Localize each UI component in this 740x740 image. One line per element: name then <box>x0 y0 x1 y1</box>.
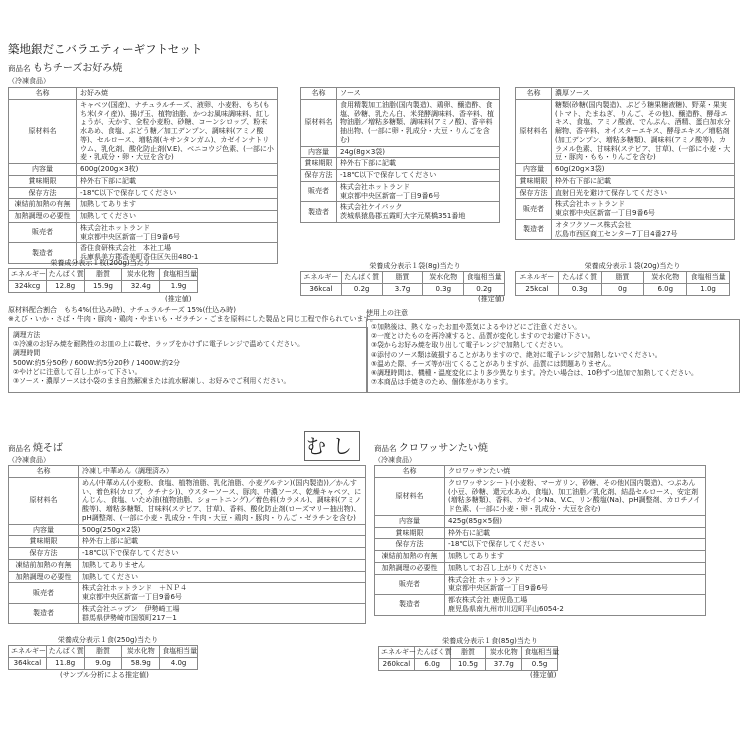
spec-key: 内容量 <box>301 146 337 158</box>
spec-value: 株式会社ホットランド 東京都中央区新富一丁目9番6号 <box>337 181 500 202</box>
spec-value: オタフクソース株式会社 広島市西区商工センター7丁目4番27号 <box>552 219 735 240</box>
nutrition-header: 脂質 <box>450 647 486 659</box>
spec-key: 製造者 <box>375 595 445 616</box>
nutrition-value: 10.5g <box>450 658 486 670</box>
cooking-line: ②やけどに注意して召し上がって下さい。 <box>13 367 142 376</box>
spec-value: 枠外右上部に記載 <box>79 536 366 548</box>
yakisoba-name: 焼そば <box>32 443 63 454</box>
nutrition-value: 4.0g <box>160 657 198 669</box>
spec-row <box>9 477 366 524</box>
nutrition-value: 11.8g <box>46 657 84 669</box>
spec-key: 保存方法 <box>301 170 337 182</box>
croissant-nut-caption: 栄養成分表示１食(85g)当たり <box>442 637 538 645</box>
nutrition-header: たんぱく質 <box>558 272 601 284</box>
spec-row <box>301 146 500 158</box>
spec-value: 食用精製加工油脂(国内製造)、鶏卵、醸造酢、食塩、砂糖、乳たん白、米発酵調味料、香辛料、植物油脂／増粘多糖類、調味料(アミノ酸)、香辛料抽出物、(一部に卵・乳成分・大豆・りんごを含む) <box>337 99 500 146</box>
nutrition-value: 0.3g <box>423 283 464 295</box>
nutrition-value-row <box>9 657 198 669</box>
spec-value: -18℃以下で保存してください <box>77 187 278 199</box>
spec-row <box>375 551 706 563</box>
spec-value: 冷凍し中華めん（調理済み） <box>79 466 366 478</box>
croissant-name: クロワッサンたい焼 <box>398 443 488 454</box>
nutrition-value: 58.9g <box>122 657 160 669</box>
spec-value: 株式会社ホットランド 東京都中央区新富一丁目9番6号 <box>77 222 278 243</box>
note-line: ③袋からお好み焼を取り出して電子レンジで加熱してください。 <box>371 341 568 350</box>
spec-value: 株式会社ホットランド 東京都中央区新富一丁目9番6号 <box>552 199 735 220</box>
note-line: ⑦本商品は手焼きのため、個体差があります。 <box>371 378 513 387</box>
spec-row <box>516 199 735 220</box>
spec-row <box>9 99 278 163</box>
nutrition-value: 36kcal <box>301 283 342 295</box>
spec-key: 名称 <box>9 466 79 478</box>
spec-value: ソース <box>337 88 500 100</box>
spec-key: 賞味期限 <box>9 536 79 548</box>
spec-value: 株式会社ケイパック 茨城県猿島郡五霞町大字元栗橋351番地 <box>337 202 500 223</box>
spec-row <box>375 562 706 574</box>
nutrition-value: 1.9g <box>160 280 198 292</box>
yakisoba-name-row <box>8 443 63 456</box>
cooking-line: 500W:約5分50秒 / 600W:約5分20秒 / 1400W:約2分 <box>13 358 180 367</box>
nutrition-value: 0g <box>601 283 644 295</box>
croissant-name-row <box>374 443 488 456</box>
nutrition-header: 食塩相当量 <box>160 269 198 281</box>
nutrition-header: 炭水化物 <box>486 647 522 659</box>
nutrition-header: 脂質 <box>84 269 122 281</box>
spec-value: 60g(20g×3袋) <box>552 164 735 176</box>
nutrition-header-row <box>9 646 198 658</box>
spec-key: 内容量 <box>375 515 445 527</box>
spec-key: 加熱調理の必要性 <box>9 211 77 223</box>
spec-row <box>516 88 735 100</box>
spec-value: 加熱してあります <box>445 551 706 563</box>
thick-spec-table <box>515 87 735 240</box>
spec-value: 24g(8g×3袋) <box>337 146 500 158</box>
spec-value: クロワッサンシート(小麦粉、マーガリン、砂糖、その他)(国内製造)、つぶあん(小豆、砂糖、還元水あめ、食塩)、加工油脂／乳化剤、結晶セルロース、安定剤(増粘多糖類)、香料、カゼインNa、V.C、リン酸塩(Na)、pH調整剤、カロチノイド色素、(一部に小麦・卵・乳成分・大豆を含む) <box>445 477 706 515</box>
spec-key: 原材料名 <box>375 477 445 515</box>
spec-value: -18℃以下で保存してください <box>79 548 366 560</box>
cooking-line: ①冷凍のお好み焼を耐熱性のお皿の上に載せ、ラップをかけずに電子レンジで温めてください。 <box>13 340 304 349</box>
spec-row <box>375 477 706 515</box>
mushi-label: むし <box>304 431 360 461</box>
nutrition-header: 炭水化物 <box>423 272 464 284</box>
spec-value: 濃厚ソース <box>552 88 735 100</box>
spec-value: 600g(200g×3枚) <box>77 164 278 176</box>
spec-key: 内容量 <box>9 164 77 176</box>
spec-value: 糖類(砂糖(国内製造)、ぶどう糖果糖液糖)、野菜・果実(トマト、たまねぎ、りんご、その他)、醸造酢、酵母エキス、食塩、アミノ酸液、でんぷん、酒精、蛋白加水分解物、香辛料、オイスターエキス、酵母エキス／増粘剤(加工デンプン、増粘多糖類)、調味料(アミノ酸等)、カラメル色素、甘味料(ステビア、甘草)、(一部に小麦・大豆・豚肉・もも・りんごを含む) <box>552 99 735 163</box>
sauce-nut-caption: 栄養成分表示１袋(8g)当たり <box>369 262 461 270</box>
spec-key: 保存方法 <box>375 539 445 551</box>
spec-key: 加熱調理の必要性 <box>9 571 79 583</box>
spec-row <box>516 164 735 176</box>
spec-key: 販売者 <box>9 583 79 604</box>
spec-value: 香住食研株式会社 本社工場 兵庫県美方郡香美町香住区矢田480-1 <box>77 243 278 264</box>
spec-key: 原材料名 <box>516 99 552 163</box>
spec-key: 賞味期限 <box>375 527 445 539</box>
spec-key: 内容量 <box>9 524 79 536</box>
spec-value: 加熱してください <box>79 571 366 583</box>
spec-key: 製造者 <box>9 243 77 264</box>
spec-value: 枠外右に記載 <box>445 527 706 539</box>
spec-row <box>9 222 278 243</box>
spec-key: 賞味期限 <box>516 175 552 187</box>
spec-row <box>9 187 278 199</box>
spec-row <box>9 603 366 624</box>
spec-key: 凍結前加熱の有無 <box>9 199 77 211</box>
spec-key: 販売者 <box>301 181 337 202</box>
spec-value: 500g(250g×2袋) <box>79 524 366 536</box>
product-label: 商品名 <box>8 64 31 73</box>
croissant-spec-table <box>374 465 706 616</box>
spec-value: 425g(85g×5個) <box>445 515 706 527</box>
spec-value: 加熱してありません <box>79 559 366 571</box>
nutrition-value: 6.0g <box>414 658 450 670</box>
nutrition-header-row <box>379 647 558 659</box>
spec-key: 製造者 <box>9 603 79 624</box>
nutrition-header: たんぱく質 <box>414 647 450 659</box>
thick-nut-table <box>515 271 730 296</box>
nutrition-header: たんぱく質 <box>46 646 84 658</box>
nutrition-value: 1.0g <box>687 283 730 295</box>
nutrition-value: 324kcg <box>9 280 47 292</box>
spec-key: 名称 <box>9 88 77 100</box>
spec-key: 保存方法 <box>9 187 77 199</box>
nutrition-header-row <box>9 269 198 281</box>
nutrition-value: 260kcal <box>379 658 415 670</box>
nutrition-header: エネルギー <box>9 269 47 281</box>
sauce-spec-table <box>300 87 500 223</box>
nutrition-header-row <box>516 272 730 284</box>
croissant-estimate: (推定値) <box>530 671 557 679</box>
spec-value: 都农株式会社 鹿児島工場 鹿児島県南九州市川辺町平山6054-2 <box>445 595 706 616</box>
spec-row <box>301 202 500 223</box>
spec-row <box>9 175 278 187</box>
spec-value: 枠外右下部に記載 <box>77 175 278 187</box>
spec-row <box>9 88 278 100</box>
okonomi-nut-table <box>8 268 198 293</box>
spec-key: 凍結前加熱の有無 <box>375 551 445 563</box>
nutrition-header: 脂質 <box>601 272 644 284</box>
nutrition-value: 15.9g <box>84 280 122 292</box>
spec-row <box>9 571 366 583</box>
spec-row <box>9 583 366 604</box>
note-line: ⑤温めた際、チーズ等が出てくることがありますが、品質には問題ありません。 <box>371 359 616 368</box>
nutrition-value-row <box>9 280 198 292</box>
spec-value: 株式会社ニップン 伊勢崎工場 群馬県伊勢崎市国領町217－1 <box>79 603 366 624</box>
thick-nut-caption: 栄養成分表示１袋(20g)当たり <box>584 262 681 270</box>
spec-value: 加熱してあります <box>77 199 278 211</box>
spec-key: 保存方法 <box>9 548 79 560</box>
nutrition-value-row <box>379 658 558 670</box>
yakisoba-nut-note: (サンプル分析による推定値) <box>60 671 149 679</box>
spec-row <box>516 99 735 163</box>
spec-key: 加熱調理の必要性 <box>375 562 445 574</box>
spec-value: キャベツ(国産)、ナチュラルチーズ、液卵、小麦粉、もち(もち米(タイ産))、揚げ玉、植物油脂、かつお風味調味料、紅しょうが、天かす、全粒小麦粉、砂糖、コーンシロップ、粉末水あめ、食塩、ぶどう糖／加工デンプン、調味料(アミノ酸等)、セルロース、増粘剤(キサンタンガム)、カゼインナトリウム、乳化剤、酸化防止剤(V.E)、ベニコウジ色素、(一部に小麦・乳成分・卵・大豆を含む) <box>77 99 278 163</box>
nutrition-header: 脂質 <box>382 272 423 284</box>
yakisoba-spec-table <box>8 465 366 624</box>
spec-key: 販売者 <box>516 199 552 220</box>
nutrition-header: エネルギー <box>301 272 342 284</box>
spec-value: 株式会社 ホットランド 東京都中央区新富一丁目9番6号 <box>445 574 706 595</box>
nutrition-header: エネルギー <box>9 646 47 658</box>
nutrition-header: たんぱく質 <box>46 269 84 281</box>
page-title: 築地銀だこバラエティーギフトセット <box>8 42 203 56</box>
nutrition-header: 食塩相当量 <box>160 646 198 658</box>
notes-box <box>366 319 740 393</box>
nutrition-value: 0.2g <box>341 283 382 295</box>
allergy-text: ※えび・いか・さば・牛肉・豚肉・鶏肉・やまいも・ゼラチン・ごまを原料にした製品と同じ工程で作られています。 <box>8 315 377 323</box>
nutrition-header: 食塩相当量 <box>687 272 730 284</box>
spec-value: 直射日光を避けて保存してください <box>552 187 735 199</box>
note-line: ①加熱後は、熱くなったお皿や蒸気によるやけどにご注意ください。 <box>371 323 581 331</box>
nutrition-value-row <box>301 283 505 295</box>
spec-row <box>375 595 706 616</box>
spec-row <box>301 181 500 202</box>
spec-value: 加熱してください <box>77 211 278 223</box>
sauce-nut-table <box>300 271 505 296</box>
nutrition-value: 32.4g <box>122 280 160 292</box>
nutrition-value: 37.7g <box>486 658 522 670</box>
spec-row <box>516 219 735 240</box>
spec-key: 凍結前加熱の有無 <box>9 559 79 571</box>
nutrition-header: 炭水化物 <box>644 272 687 284</box>
nutrition-header: 食塩相当量 <box>464 272 505 284</box>
nutrition-header: たんぱく質 <box>341 272 382 284</box>
spec-row <box>375 527 706 539</box>
spec-row <box>516 175 735 187</box>
spec-value: めん(中華めん(小麦粉、食塩、植物油脂、乳化油脂、小麦グルテン)(国内製造))／かんすい、着色料(カロブ、クチナシ))、ウスターソース、豚肉、中濃ソース、乾燥キャベツ、にんじん、食塩、いため油(植物油脂、ショートニング)／着色料(カラメル)、調味料(アミノ酸等)、増粘多糖類、甘味料(ステビア、甘草)、香料、酸化防止剤(ローズマリー抽出物)、pH調整剤、(一部に小麦・乳成分・牛肉・大豆・鶏肉・豚肉・りんご・ゼラチンを含む) <box>79 477 366 524</box>
spec-value: 株式会社ホットランド ＋ＮＰ４ 東京都中央区新富一丁目9番6号 <box>79 583 366 604</box>
spec-key: 販売者 <box>9 222 77 243</box>
origin-text: 原材料配合割合 もち4%(仕込み時)、ナチュラルチーズ 15%(仕込み時) <box>8 306 237 314</box>
nutrition-header: 炭水化物 <box>122 646 160 658</box>
spec-key: 製造者 <box>301 202 337 223</box>
note-line: ②一度とけたものを再冷凍すると、品質が変化しますのでお避け下さい。 <box>371 332 595 341</box>
okonomi-name-row <box>8 63 122 76</box>
okonomi-estimate: (推定値) <box>165 295 192 303</box>
croissant-nut-table <box>378 646 558 671</box>
spec-key: 原材料名 <box>9 99 77 163</box>
spec-row <box>9 536 366 548</box>
nutrition-value-row <box>516 283 730 295</box>
nutrition-value: 3.7g <box>382 283 423 295</box>
spec-key: 名称 <box>301 88 337 100</box>
croissant-frozen: （冷凍食品） <box>374 456 416 464</box>
spec-key: 内容量 <box>516 164 552 176</box>
yakisoba-nut-table <box>8 645 198 670</box>
spec-row <box>301 88 500 100</box>
nutrition-header: 炭水化物 <box>122 269 160 281</box>
spec-key: 名称 <box>375 466 445 478</box>
cooking-line: ③ソース・濃厚ソースは小袋のまま自然解凍または流水解凍し、お好みでご利用ください。 <box>13 376 291 385</box>
spec-row <box>516 187 735 199</box>
nutrition-value: 9.0g <box>84 657 122 669</box>
nutrition-value: 364kcal <box>9 657 47 669</box>
spec-row <box>9 559 366 571</box>
yakisoba-frozen: （冷凍食品） <box>8 456 50 464</box>
spec-key: 原材料名 <box>301 99 337 146</box>
nutrition-header: 脂質 <box>84 646 122 658</box>
nutrition-header-row <box>301 272 505 284</box>
cooking-line: 調理方法 <box>13 331 41 339</box>
notes-heading: 使用上の注意 <box>366 309 408 317</box>
spec-value: 加熱してお召し上がりください <box>445 562 706 574</box>
spec-row <box>9 211 278 223</box>
spec-value: -18℃以下で保存してください <box>445 539 706 551</box>
spec-key: 原材料名 <box>9 477 79 524</box>
nutrition-header: エネルギー <box>379 647 415 659</box>
spec-key: 保存方法 <box>516 187 552 199</box>
nutrition-value: 6.0g <box>644 283 687 295</box>
yakisoba-nut-caption: 栄養成分表示１食(250g)当たり <box>57 636 159 644</box>
spec-value: お好み焼 <box>77 88 278 100</box>
nutrition-header: エネルギー <box>516 272 559 284</box>
spec-value: 枠外右下部に記載 <box>552 175 735 187</box>
spec-key: 賞味期限 <box>301 158 337 170</box>
spec-value: 枠外右下部に記載 <box>337 158 500 170</box>
spec-key: 販売者 <box>375 574 445 595</box>
spec-row <box>9 548 366 560</box>
spec-row <box>375 466 706 478</box>
spec-row <box>301 170 500 182</box>
note-line: ④添付のソース類は破損することがありますので、絶対に電子レンジで加熱しないでください。 <box>371 350 662 359</box>
product-label: 商品名 <box>8 444 31 453</box>
spec-row <box>9 164 278 176</box>
okonomi-name: もちチーズお好み焼 <box>32 63 123 74</box>
sauce-estimate: (推定値) <box>478 295 505 303</box>
spec-key: 製造者 <box>516 219 552 240</box>
spec-row <box>375 515 706 527</box>
spec-key: 賞味期限 <box>9 175 77 187</box>
nutrition-value: 0.3g <box>558 283 601 295</box>
spec-row <box>9 466 366 478</box>
spec-row <box>375 539 706 551</box>
okonomi-frozen: （冷凍食品） <box>8 77 50 85</box>
cooking-box <box>8 327 368 393</box>
nutrition-value: 0.2g <box>464 283 505 295</box>
spec-row <box>375 574 706 595</box>
spec-row <box>301 99 500 146</box>
spec-key: 名称 <box>516 88 552 100</box>
okonomi-nut-caption: 栄養成分表示１枚(200g)当たり <box>50 259 151 267</box>
note-line: ⑥調理時間は、機種・温度変化により多少異なります。冷たい場合は、10秒ずつ追加で加熱してください。 <box>371 368 698 377</box>
product-label: 商品名 <box>374 444 397 453</box>
spec-value: クロワッサンたい焼 <box>445 466 706 478</box>
nutrition-value: 0.5g <box>522 658 558 670</box>
cooking-line: 調理時間 <box>13 349 41 358</box>
nutrition-value: 12.8g <box>46 280 84 292</box>
nutrition-value: 25kcal <box>516 283 559 295</box>
okonomi-spec-table <box>8 87 278 264</box>
spec-row <box>301 158 500 170</box>
spec-row <box>9 199 278 211</box>
nutrition-header: 食塩相当量 <box>522 647 558 659</box>
spec-value: -18℃以下で保存してください <box>337 170 500 182</box>
spec-row <box>9 524 366 536</box>
